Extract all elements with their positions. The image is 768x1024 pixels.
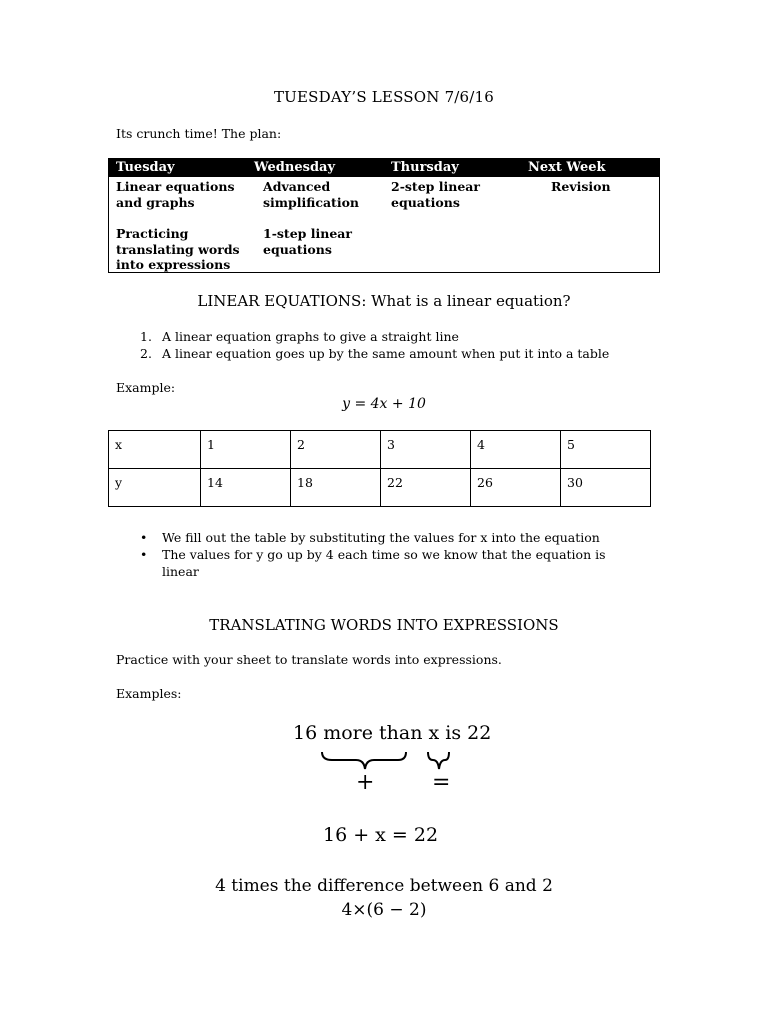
xy-values-table — [108, 430, 651, 507]
page-title: TUESDAY’S LESSON 7/6/16 — [273, 88, 495, 106]
table-cell: 4 — [471, 431, 561, 469]
table-cell: 18 — [291, 469, 381, 507]
example-phrase-2: 4 times the difference between 6 and 2 — [215, 876, 553, 896]
bullet-list-item: • We fill out the table by substituting the values for x into the equation — [140, 530, 600, 545]
brace-icon — [428, 752, 449, 769]
schedule-next-week-item-1: Revision — [551, 179, 611, 194]
bullet-list-item: • The values for y go up by 4 each time so we know that the equation is linear — [140, 547, 606, 579]
intro-text: Its crunch time! The plan: — [116, 126, 282, 141]
table-cell: 1 — [201, 431, 291, 469]
table-row-y — [109, 469, 651, 507]
linear-equations-heading: LINEAR EQUATIONS: What is a linear equation? — [197, 292, 571, 310]
numbered-list-item: 1. A linear equation graphs to give a straight line — [140, 329, 459, 344]
schedule-header-next-week: Next Week — [528, 160, 606, 175]
numbered-list — [140, 328, 609, 362]
schedule-wednesday-item-2: 1-step linear equations — [263, 226, 352, 257]
practice-instruction: Practice with your sheet to translate words into expressions. — [116, 652, 502, 667]
table-cell: y — [109, 469, 201, 507]
result-equation: 16 + x = 22 — [323, 824, 439, 846]
table-cell: 30 — [561, 469, 651, 507]
schedule-header-tuesday: Tuesday — [116, 160, 175, 175]
table-row-x — [109, 431, 651, 469]
table-cell: x — [109, 431, 201, 469]
plus-sign: + — [356, 770, 375, 795]
table-cell: 5 — [561, 431, 651, 469]
schedule-header-wednesday: Wednesday — [254, 160, 336, 175]
brace-icon — [322, 752, 406, 769]
table-cell: 2 — [291, 431, 381, 469]
schedule-table — [108, 158, 660, 273]
translating-heading: TRANSLATING WORDS INTO EXPRESSIONS — [209, 616, 559, 634]
example-phrase: 16 more than x is 22 — [293, 722, 492, 744]
table-cell: 14 — [201, 469, 291, 507]
schedule-header-thursday: Thursday — [391, 160, 459, 175]
schedule-tuesday-item-1: Linear equations and graphs — [116, 179, 235, 210]
schedule-thursday-item-1: 2-step linear equations — [391, 179, 480, 210]
table-cell: 22 — [381, 469, 471, 507]
example-equation: y = 4x + 10 — [342, 396, 426, 412]
result-expression-2: 4×(6 − 2) — [341, 900, 427, 920]
bullet-list — [140, 529, 640, 580]
brace-diagram — [320, 750, 450, 772]
example-label: Example: — [116, 380, 176, 395]
schedule-wednesday-item-1: Advanced simplification — [263, 179, 359, 210]
schedule-tuesday-item-2: Practicing translating words into expressions — [116, 226, 240, 272]
numbered-list-item: 2. A linear equation goes up by the same amount when put it into a table — [140, 346, 610, 361]
examples-label: Examples: — [116, 686, 182, 701]
schedule-header-row — [109, 159, 659, 177]
table-cell: 3 — [381, 431, 471, 469]
equals-sign: = — [432, 770, 451, 795]
table-cell: 26 — [471, 469, 561, 507]
